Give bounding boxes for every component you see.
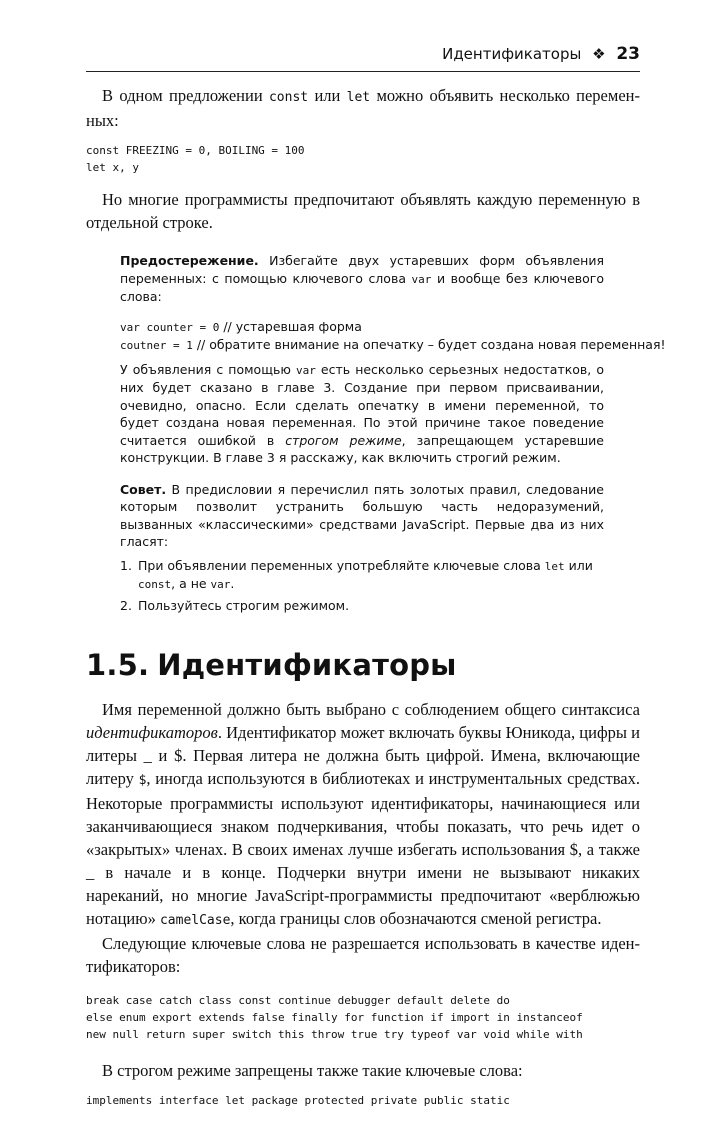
page-number: 23 <box>616 44 640 64</box>
inline-code-let: let <box>346 90 371 105</box>
intro-paragraph-1: В одном предложении const или let можно объявить несколько переменных: <box>86 86 640 130</box>
identifiers-paragraph-2: Следующие ключевые слова не разрешается использовать в качестве идентификаторов: <box>86 934 640 976</box>
running-title: Идентификаторы <box>442 45 582 63</box>
tip-intro: Совет. В предисловии я перечислил пять золотых правил, следование которым позволит устранить большую часть недоразумений, вызванных «классическими» средствами JavaScript. Первые два из них гласят: <box>120 481 604 549</box>
tip-label: Совет. <box>120 481 167 497</box>
list-item: 1. При объявлении переменных употребляйте ключевые слова let или const, а не var. <box>120 557 593 591</box>
identifiers-paragraph-3: В строгом режиме запрещены также такие ключевые слова: <box>102 1061 523 1080</box>
code-block-reserved-keywords: break case catch class const continue debugger default delete do else enum export extends false finally for function if import in instanceof new null return super switch this throw true try typeof var void while with <box>86 994 583 1041</box>
running-header <box>86 44 640 64</box>
code-block-strict-keywords: implements interface let package protected private public static <box>86 1094 510 1107</box>
page-content <box>86 84 666 1121</box>
strict-mode-term: строгом режиме <box>285 432 402 448</box>
identifiers-paragraph-1: Имя переменной должно быть выбрано с соблюдением общего синтаксиса идентификаторов. Идентификатор может включать буквы Юникода, цифры и литеры _ и $. Первая литера не должна быть цифрой. Имена, включающие литеру $, иногда используются в библиотеках и инструментальных средствах. Некоторые программисты используют идентификаторы, начинающиеся или заканчивающиеся знаком подчеркивания, чтобы показать, что речь идет о «закрытых» членах. В своих именах лучше избегать использования $, а также _ в начале и в конце. Подчерки внутри имени не вызывают никаких нареканий, но многие JavaScript-программисты предпочитают «верблюжью нотацию» camelCase, когда границы слов обозначаются сменой регистра. <box>86 700 640 928</box>
section-heading <box>86 648 640 682</box>
code-block-declarations: const FREEZING = 0, BOILING = 100 let x, y <box>86 144 305 174</box>
intro-paragraph-2: Но многие программисты предпочитают объявлять каждую переменную в отдельной строке. <box>86 190 640 232</box>
caution-code-example: var counter = 0 // устаревшая форма coutner = 1 // обратите внимание на опечатку – будет создана новая переменная! <box>120 318 666 352</box>
section-number: 1.5. <box>86 648 150 682</box>
caution-intro: Предостережение. Избегайте двух устаревших форм объявления переменных: с помощью ключевого слова var и вообще без ключевого слова: <box>120 253 604 304</box>
section-title: Идентификаторы <box>157 648 457 682</box>
tip-rules-list <box>120 557 604 615</box>
caution-note <box>120 252 666 614</box>
header-rule <box>86 71 640 72</box>
inline-code-const: const <box>268 90 309 105</box>
inline-code-var: var <box>411 272 432 286</box>
ornament-icon: ❖ <box>592 45 606 63</box>
caution-label: Предостережение. <box>120 253 259 268</box>
list-item: 2. Пользуйтесь строгим режимом. <box>120 597 350 613</box>
caution-explanation: У объявления с помощью var есть несколько серьезных недостатков, о них будет сказано в главе 3. Создание при первом присваивании, очевидно, опасно. Если сделать опечатку в имени переменной, то будет создана новая переменная. По этой причине такое поведение считается ошибкой в строгом режиме, запрещающем устаревшие конструкции. В главе 3 я расскажу, как включить строгий режим. <box>120 361 604 465</box>
